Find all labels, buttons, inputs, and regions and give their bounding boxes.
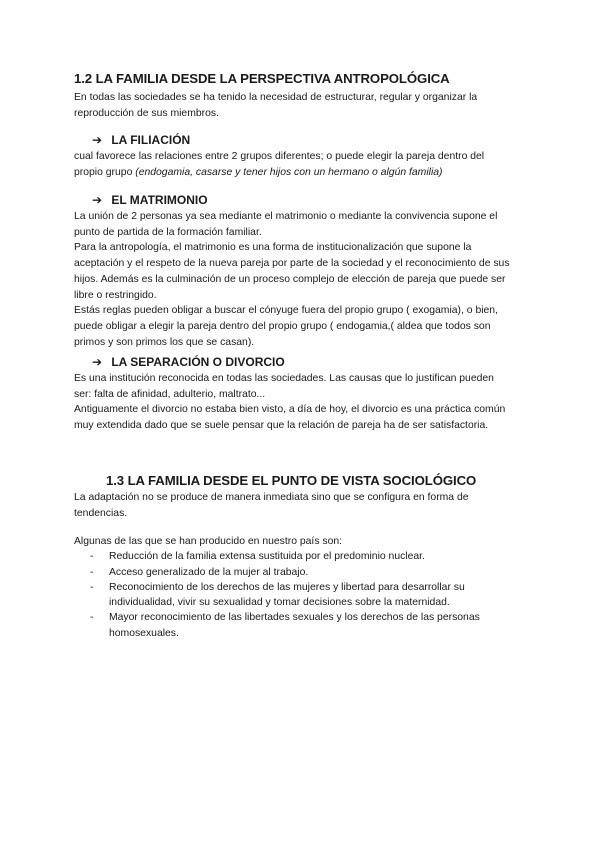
subheading-filiacion-label: LA FILIACIÓN	[111, 133, 191, 147]
list-item-text: Acceso generalizado de la mujer al trabajo.	[109, 566, 309, 578]
section-intro-sociologico	[74, 490, 514, 521]
section-heading-antropologica: 1.2 LA FAMILIA DESDE LA PERSPECTIVA ANTROPOLÓGICA	[74, 71, 450, 86]
tendencias-list	[74, 549, 514, 641]
filiacion-text: cual favorece las relaciones entre 2 grupos diferentes; o puede elegir la pareja dentro del propio grupo	[74, 151, 485, 178]
matrimonio-paragraph: Estás reglas pueden obligar a buscar el cónyuge fuera del propio grupo ( exogamia), o bien, puede obligar a elegir la pareja dentro del propio grupo ( endogamia,( aldea que todos son primos y son primos los que se casan).	[74, 305, 498, 348]
arrow-right-icon: ➔	[92, 355, 103, 369]
filiacion-italic-note: (endogamia, casarse y tener hijos con un hermano o algún familia)	[135, 166, 443, 178]
section-heading-sociologico: 1.3 LA FAMILIA DESDE EL PUNTO DE VISTA SOCIOLÓGICO	[106, 473, 477, 488]
subheading-divorcio-label: LA SEPARACIÓN O DIVORCIO	[111, 355, 285, 369]
list-item	[74, 565, 514, 580]
divorcio-paragraph: Es una institución reconocida en todas las sociedades. Las causas que lo justifican pueden ser: falta de afinidad, adulterio, maltrato...	[74, 373, 494, 400]
subheading-matrimonio-label: EL MATRIMONIO	[111, 193, 208, 207]
list-item-text: Mayor reconocimiento de las libertades sexuales y los derechos de las personas homosexuales.	[109, 612, 480, 639]
arrow-right-icon: ➔	[92, 193, 103, 207]
divorcio-paragraph: Antiguamente el divorcio no estaba bien visto, a día de hoy, el divorcio es una práctica común muy extendida dado que se suele pensar que la relación de pareja ha de ser satisfactoria.	[74, 404, 506, 432]
divorcio-body	[74, 371, 514, 434]
dash-bullet: -	[90, 612, 94, 624]
tendencias-list-block	[74, 534, 514, 641]
dash-bullet: -	[90, 581, 94, 593]
subheading-matrimonio	[92, 193, 208, 207]
arrow-right-icon: ➔	[92, 133, 103, 147]
matrimonio-paragraph: La unión de 2 personas ya sea mediante el matrimonio o mediante la convivencia supone el punto de partida de la formación familiar.	[74, 211, 498, 238]
list-item	[74, 549, 514, 564]
filiacion-paragraph	[74, 149, 514, 180]
matrimonio-paragraph: Para la antropología, el matrimonio es una forma de institucionalización que supone la aceptación y el respeto de la nueva pareja por parte de la sociedad y el reconocimiento de sus hijos. Además es la culminación de un proceso complejo de elección de pareja que puede ser libre o restringido.	[74, 242, 510, 301]
list-item	[74, 580, 514, 611]
list-item-text: Reducción de la familia extensa sustituida por el predominio nuclear.	[109, 551, 425, 563]
filiacion-body	[74, 149, 514, 180]
sociologico-intro-paragraph: La adaptación no se produce de manera inmediata sino que se configura en forma de tendencias.	[74, 492, 469, 519]
section-intro-antropologica	[74, 90, 514, 121]
subheading-divorcio	[92, 355, 285, 369]
subheading-filiacion	[92, 133, 190, 147]
matrimonio-body	[74, 209, 514, 350]
dash-bullet: -	[90, 566, 94, 578]
list-item-text: Reconocimiento de los derechos de las mujeres y libertad para desarrollar su individualidad, vivir su sexualidad y tomar decisiones sobre la maternidad.	[109, 581, 465, 609]
intro-paragraph: En todas las sociedades se ha tenido la necesidad de estructurar, regular y organizar la reproducción de sus miembros.	[74, 92, 478, 119]
dash-bullet: -	[90, 551, 94, 563]
list-item	[74, 610, 514, 641]
list-intro: Algunas de las que se han producido en nuestro país son:	[74, 536, 343, 547]
